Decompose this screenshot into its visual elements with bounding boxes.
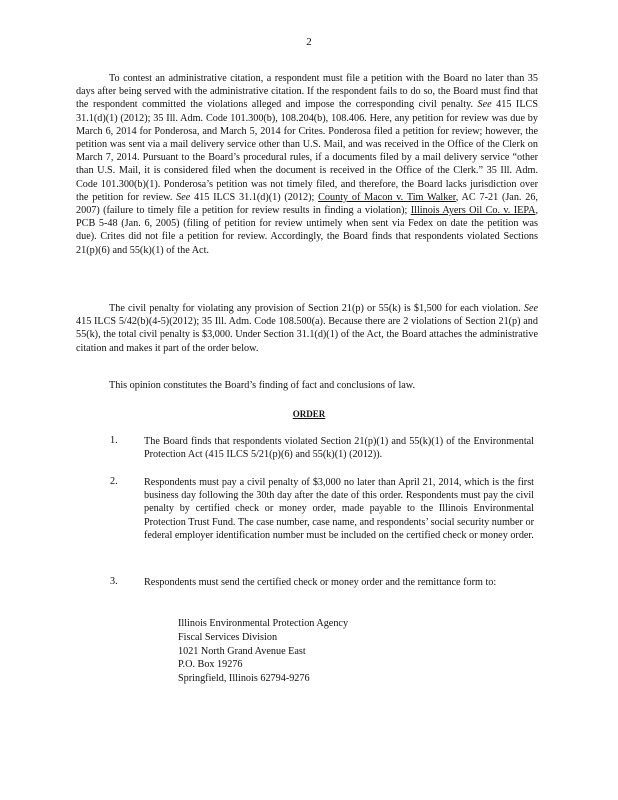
order-item-text: Respondents must send the certified check or money order and the remittance form to:: [144, 577, 497, 588]
order-item-number: 2.: [110, 476, 118, 487]
paragraph-findings: This opinion constitutes the Board’s finding of fact and conclusions of law.: [109, 380, 416, 391]
paragraph-civil-penalty: [76, 302, 538, 355]
address-line: 1021 North Grand Avenue East: [178, 645, 306, 657]
order-item-number: 3.: [110, 576, 118, 587]
remittance-address: [178, 617, 348, 686]
order-item-text: The Board finds that respondents violated Section 21(p)(1) and 55(k)(1) of the Environmental Protection Act (415 ILCS 5/21(p)(6) and 55(k)(1) (2012)).: [144, 436, 534, 461]
paragraph-text: 415 ILCS 31.1(d)(1) (2012);: [190, 191, 319, 203]
paragraph-text: The civil penalty for violating any provision of Section 21(p) or 55(k) is $1,500 for each violation.: [109, 303, 524, 314]
case-name-macon: County of Macon v. Tim Walker: [318, 191, 456, 203]
citation-signal-see: See: [176, 191, 191, 203]
address-line: Illinois Environmental Protection Agency: [178, 618, 349, 629]
address-line: Springfield, Illinois 62794-9276: [178, 673, 310, 685]
paragraph-text: To contest an administrative citation, a respondent must file a petition with the Board no later than 35 days after being served with the administrative citation. If the respondent fails to do so, the Board must find that the respondent committed the violations alleged and impose the corresponding civil penalty.: [76, 73, 538, 111]
paragraph-text: 415 ILCS 31.1(d)(1) (2012); 35 Ill. Adm. Code 101.300(b), 108.204(b), 108.406. Here, any petition for review was due by March 6, 2014 for Ponderosa, and March 5, 2014 for Crites. Ponderosa filed a petition for review; however, the petition was sent via a mail delivery service other than U.S. Mail, and was received in the Office of the Clerk on March 7, 2014. Pursuant to the Board’s procedural rules, if a documents filed by a mail delivery service “other than U.S. Mail, it is considered filed when the document is received in the Office of the Clerk.” 35 Ill. Adm. Code 101.300(b)(1). Ponderosa’s petition was not timely filed, and therefore, the Board lacks jurisdiction over the petition for review.: [76, 99, 538, 203]
citation-signal-see: See: [477, 99, 492, 111]
paragraph-text: , PCB 5-48 (Jan. 6, 2005) (filing of petition for review untimely when sent via Fedex on date the petition was due). Crites did not file a petition for review. Accordingly, the Board finds that respondents violated Sections 21(p)(6) and 55(k)(1) of the Act.: [76, 205, 538, 256]
paragraph-petition-timeliness: [76, 72, 538, 257]
order-item-text: Respondents must pay a civil penalty of $3,000 no later than April 21, 2014, which is the first business day following the 30th day after the date of this order. Respondents must pay the civil penalty by certified check or money order, made payable to the Illinois Environmental Protection Trust Fund. The case number, case name, and respondents’ social security number or federal employer identification number must be included on the certified check or money order.: [144, 477, 534, 541]
address-line: Fiscal Services Division: [178, 631, 278, 643]
paragraph-text: 415 ILCS 5/42(b)(4-5)(2012); 35 Ill. Adm. Code 108.500(a). Because there are 2 violations of Section 21(p) and 55(k), the total civil penalty is $3,000. Under Section 31.1(d)(1) of the Act, the Board attaches the administrative citation and makes it part of the order below.: [76, 316, 538, 354]
case-name-ayers: Illinois Ayers Oil Co. v. IEPA: [410, 205, 536, 217]
address-line: P.O. Box 19276: [178, 659, 243, 671]
page-number: 2: [306, 36, 312, 48]
paragraph-text: , AC 7-21 (Jan. 26, 2007) (failure to timely file a petition for review results in finding a violation);: [76, 191, 538, 217]
order-heading: ORDER: [292, 409, 326, 419]
order-item-number: 1.: [110, 435, 118, 446]
citation-signal-see: See: [523, 303, 538, 314]
